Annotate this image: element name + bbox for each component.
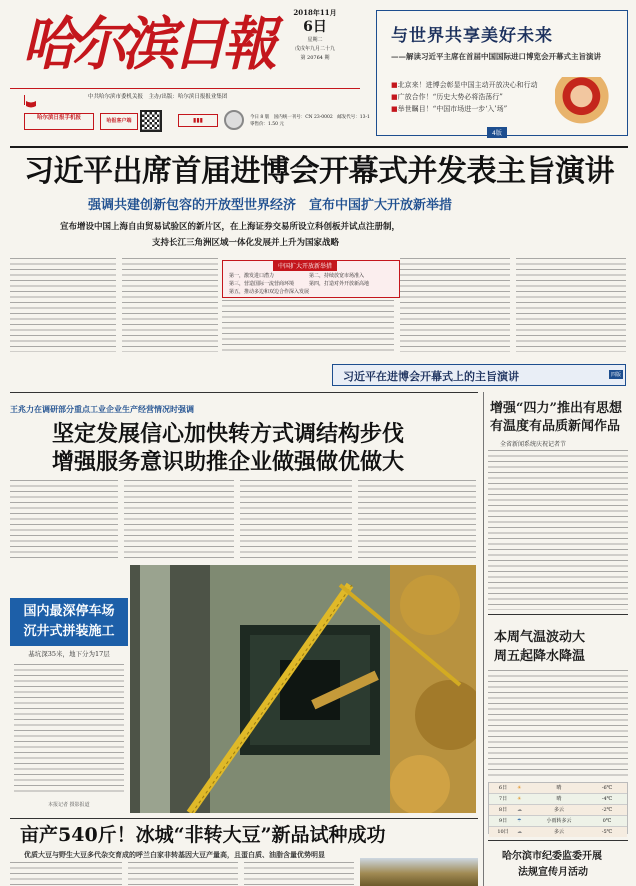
soybean-photo [360, 858, 478, 886]
story3-body-col3 [244, 862, 354, 886]
lead-headline[interactable]: 习近平出席首届进博会开幕式并发表主旨演讲 [24, 154, 614, 189]
lead-body-col1 [10, 258, 116, 352]
weather-row: 6日 ☀ 晴 -6℃ [489, 783, 627, 794]
measure-item: 第二，持续放宽市场准入 [309, 273, 365, 279]
photo-caption-box [10, 598, 128, 813]
right2-headline-2[interactable]: 周五起降水降温 [494, 649, 586, 664]
weather-icon: ☀ [517, 785, 522, 791]
app-badge[interactable]: 哈报客户端 [100, 113, 138, 130]
story2-headline-1[interactable]: 坚定发展信心加快转方式调结构步伐 [52, 421, 405, 447]
story2-headline-2[interactable]: 增强服务意识助推企业做强做优做大 [52, 449, 405, 475]
date-block [280, 8, 350, 61]
mobile-news-badge[interactable]: 哈尔滨日报手机报 [24, 113, 94, 130]
promo-item[interactable]: ■举世瞩目！“中国市场进一步‘入’场” [391, 105, 508, 113]
lead-body-col4 [400, 258, 510, 352]
lead-body-col3 [222, 300, 394, 352]
promo-title[interactable]: 与世界共享美好未来 [391, 26, 553, 46]
right1-headline-1[interactable]: 增强“四力”推出有思想 [490, 401, 622, 416]
masthead [0, 0, 376, 145]
right1-body [488, 450, 628, 610]
promo-item[interactable]: ■广放合作！“历史大势必将浩荡行” [391, 93, 503, 101]
story2-body-col4 [358, 480, 476, 560]
promo-item[interactable]: ■北京来！进博会彰显中国主动开放决心和行动 [391, 81, 538, 89]
measures-box-title: 中国扩大开放新举措 [273, 260, 337, 271]
right1-byline: 全省新闻系统庆祝记者节 [500, 441, 567, 448]
promo-photo [555, 77, 621, 125]
photo-caption-title: 国内最深停车场 沉井式拼装施工 [10, 598, 128, 646]
story3-headline[interactable]: 亩产540斤！冰城“非转大豆”新品试种成功 [20, 824, 386, 846]
lead-banner[interactable]: 习近平在进博会开幕式上的主旨演讲 四版 [332, 364, 626, 386]
publisher-line: 中共哈尔滨市委机关报 主办/出版：哈尔滨日报报业集团 [88, 94, 228, 100]
circle-seal-icon [224, 110, 244, 130]
weather-table [488, 782, 628, 834]
story2-body-col1 [10, 480, 118, 560]
right3-headline-2[interactable]: 法规宣传月活动 [518, 867, 588, 878]
photo-caption-body [14, 664, 124, 794]
weather-icon: ☁ [517, 807, 522, 813]
photo-caption-sub: 基坑深35米，地下分为17层 [28, 650, 110, 658]
date-day: 6日 [303, 19, 327, 35]
right2-headline-1[interactable]: 本周气温波动大 [494, 630, 586, 645]
lead-body-col2 [122, 258, 218, 352]
story3-subhead: 优质大豆与野生大豆多代杂交育成的呼兰白家非转基因大豆产量高，且蛋白质、油脂含量优势明显 [24, 850, 325, 859]
newspaper-logo: 哈尔滨日報 [22, 9, 273, 78]
story2-kicker: 王兆力在调研部分重点工业企业生产经营情况时强调 [10, 404, 194, 414]
story2-body-col2 [124, 480, 234, 560]
lead-deck-line1: 宣布增设中国上海自由贸易试验区的新片区，在上海证券交易所设立科创板并试点注册制， [60, 222, 401, 232]
right3-headline-1[interactable]: 哈尔滨市纪委监委开展 [502, 851, 602, 862]
issue-number: 第 20764 期 [300, 55, 330, 61]
photo-credit: 本报记者 摄影报道 [48, 802, 90, 808]
lunar-date: 戊戌年九月二十九 [294, 46, 335, 52]
stats-line: 今日 8 版 国内统一刊号：CN 23-0002 邮发代号：13-1 零售价：1.50 元 [250, 115, 375, 127]
red-flag-icon [24, 95, 36, 105]
date-year-month: 2018年11月 [293, 8, 337, 17]
weather-icon: ☂ [517, 818, 522, 824]
measures-box [222, 260, 400, 298]
people-daily-logo: ▮▮▮ [178, 114, 218, 127]
lead-subhead: 强调共建创新包容的开放型世界经济 宣布中国扩大开放新举措 [88, 198, 453, 213]
story3-body-col1 [10, 862, 122, 886]
weather-row: 8日 ☁ 多云 -2℃ [489, 805, 627, 816]
measure-item: 第一，激发进口潜力 [229, 273, 275, 279]
weather-icon: ☁ [517, 829, 522, 835]
weather-row: 9日 ☂ 小雨转多云 0℃ [489, 816, 627, 827]
lead-body-col5 [516, 258, 626, 352]
qr-code-icon [140, 110, 162, 132]
measure-item: 第五，推动多边和双边合作深入发展 [229, 289, 310, 295]
promo-page-tag[interactable]: 4版 [487, 127, 507, 138]
weather-icon: ☀ [517, 796, 522, 802]
story3-body-col2 [128, 862, 238, 886]
measure-item: 第三，营造国际一流营商环境 [229, 281, 295, 287]
measure-item: 第四，打造对外开放新高地 [309, 281, 370, 287]
weather-row: 7日 ☀ 晴 -4℃ [489, 794, 627, 805]
promo-subtitle: ——解读习近平主席在首届中国国际进口博览会开幕式主旨演讲 [391, 52, 601, 61]
construction-photo-image [130, 565, 476, 813]
banner-page-tag: 四版 [610, 372, 621, 378]
right1-headline-2[interactable]: 有温度有品质新闻作品 [490, 419, 621, 434]
construction-photo [130, 565, 476, 813]
promo-box [376, 10, 628, 136]
lead-deck-line2: 支持长江三角洲区域一体化发展并上升为国家战略 [152, 238, 340, 248]
right2-body [488, 670, 628, 778]
weekday: 星期二 [307, 37, 323, 43]
story2-body-col3 [240, 480, 352, 560]
weather-row: 10日 ☁ 多云 -5℃ [489, 827, 627, 837]
